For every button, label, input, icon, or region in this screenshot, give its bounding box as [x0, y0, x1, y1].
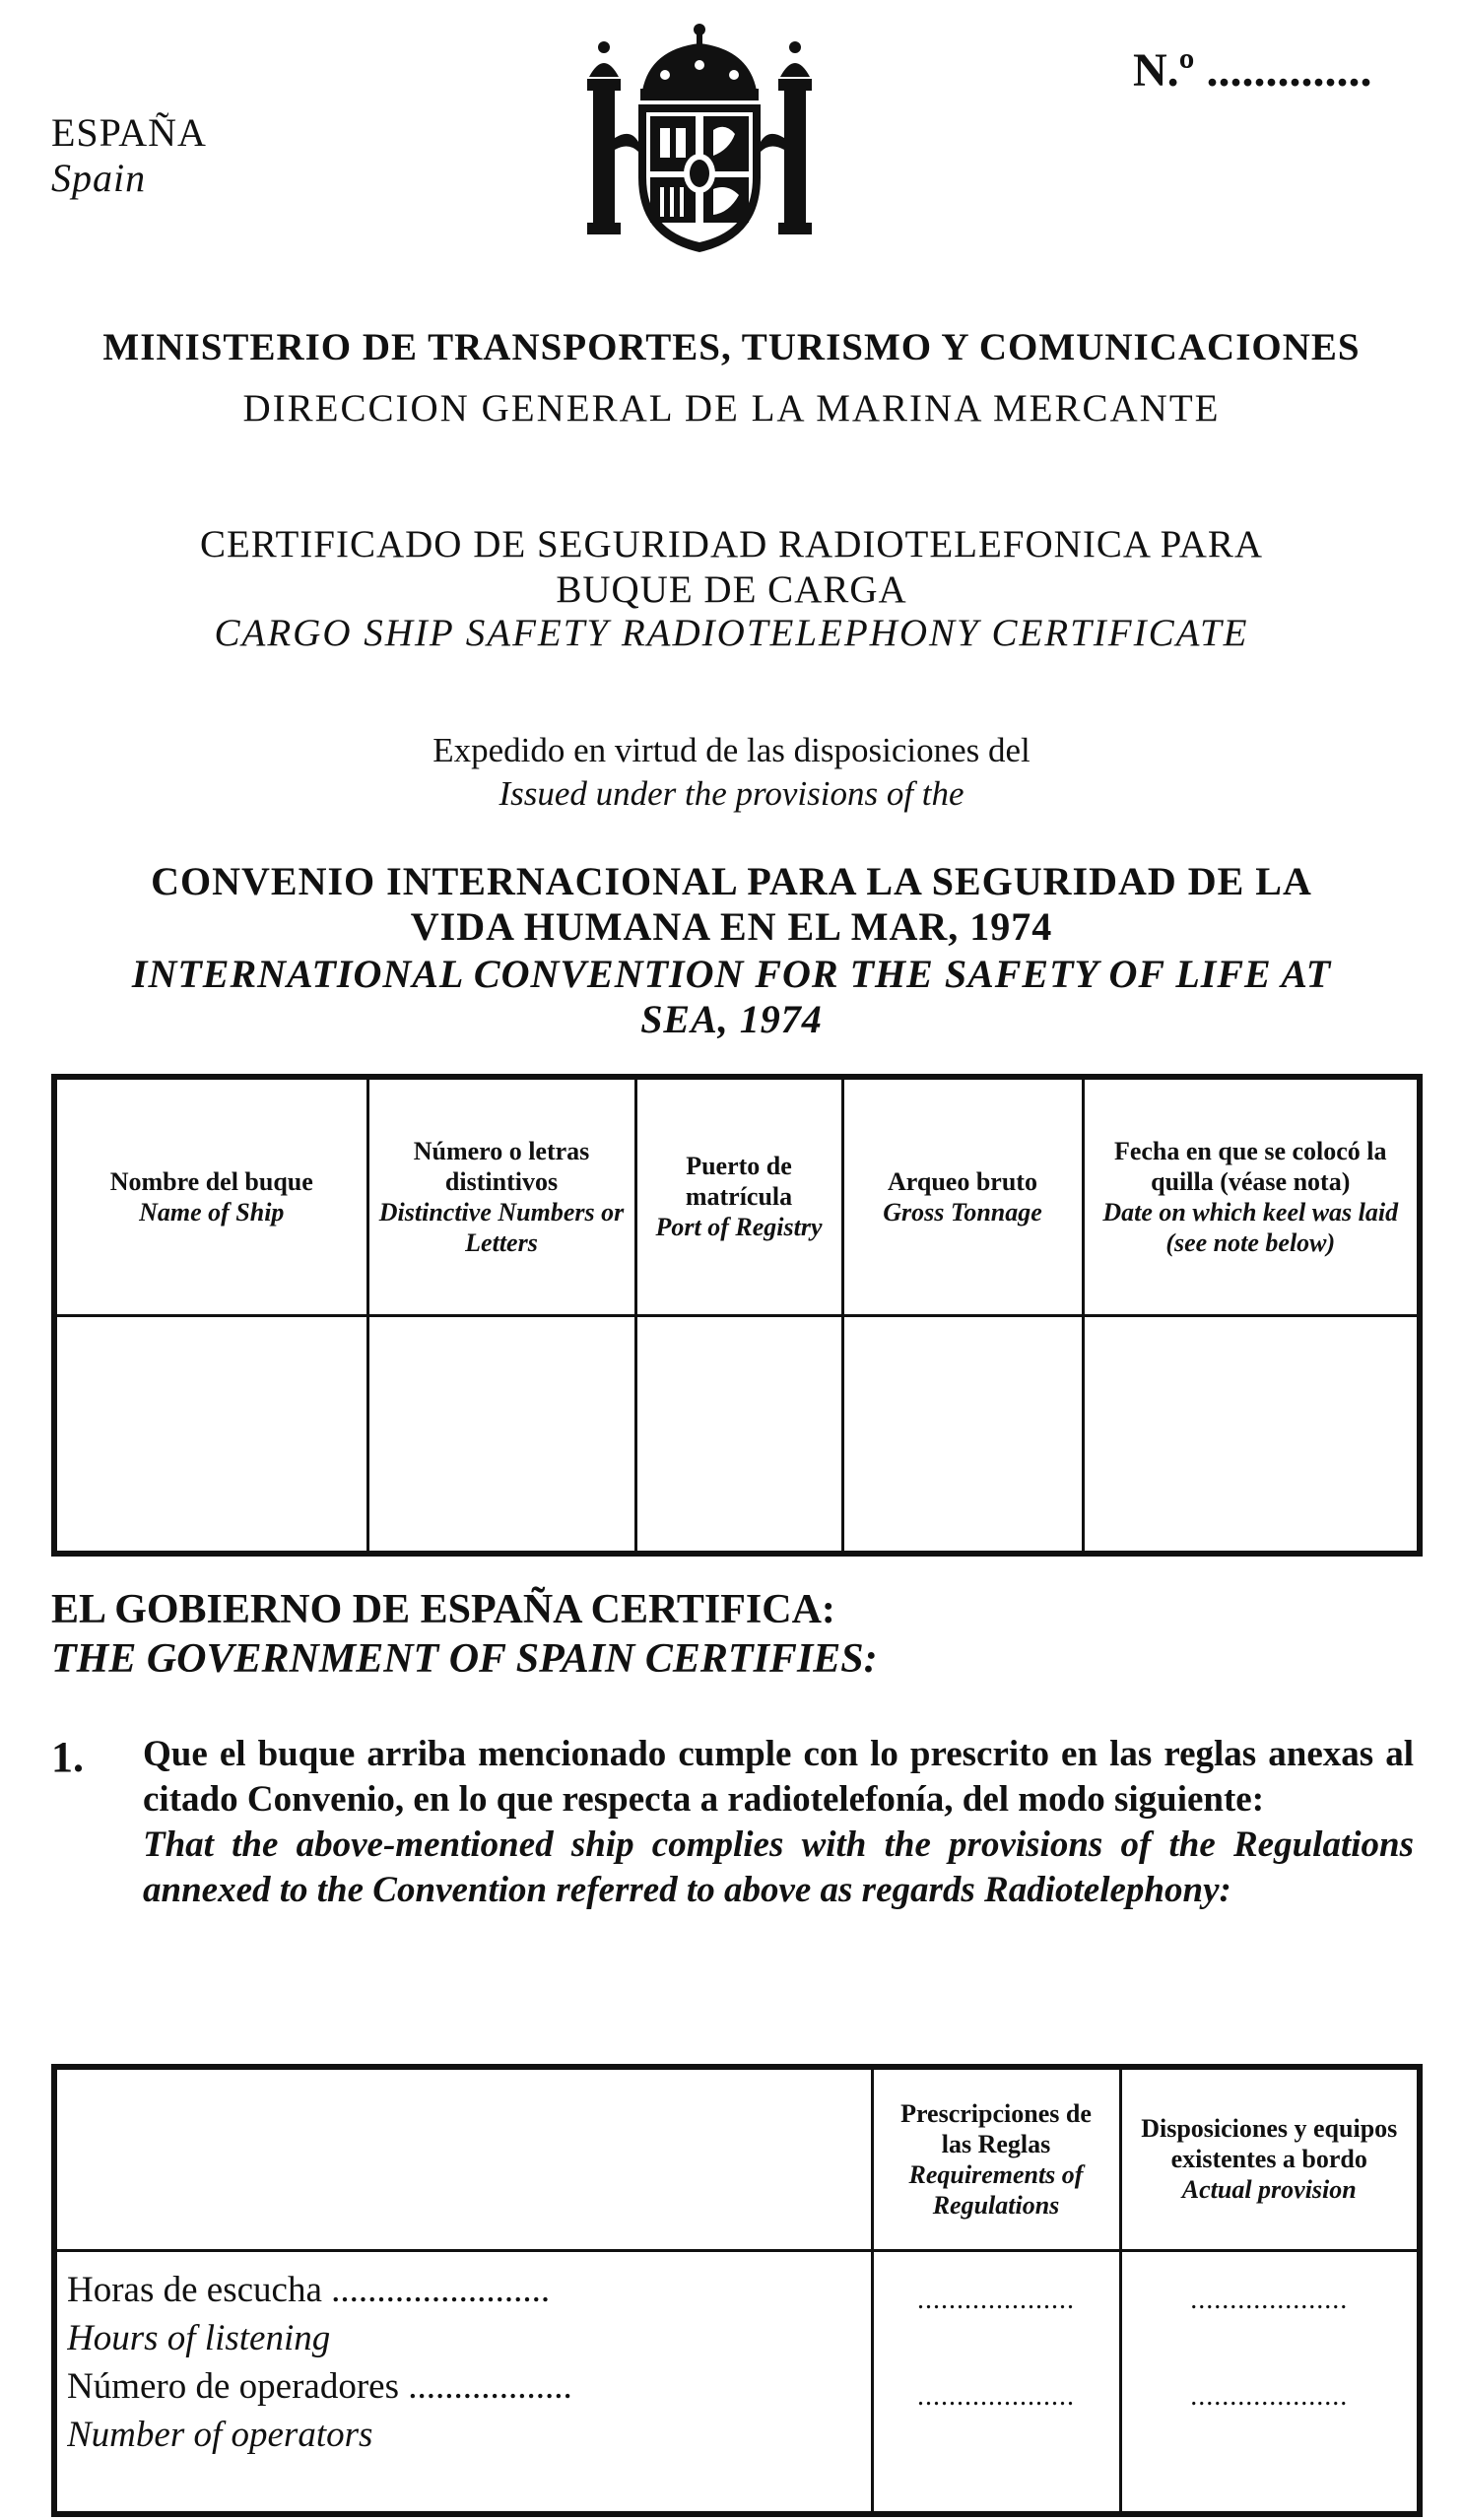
convention-es-line1: CONVENIO INTERNACIONAL PARA LA SEGURIDAD DE LA: [151, 859, 1312, 903]
table-row: [54, 1315, 1420, 1554]
distinctive-letters-field[interactable]: [367, 1315, 635, 1554]
column-header-es: Número o letras distintivos: [413, 1136, 590, 1196]
column-header-es: Fecha en que se colocó la quilla (véase nota): [1113, 1136, 1387, 1196]
certificate-number: N.º ..............: [1133, 44, 1372, 97]
convention-en-line2: SEA, 1974: [640, 997, 823, 1041]
row-labels: [54, 2250, 872, 2514]
column-header-port-of-registry: [635, 1077, 842, 1315]
column-header-distinctive-letters: [367, 1077, 635, 1315]
issued-under-es: Expedido en virtud de las disposiciones del: [432, 731, 1031, 769]
column-header-es: Puerto de matrícula: [685, 1152, 793, 1212]
column-header-es: Arqueo bruto: [888, 1166, 1037, 1196]
country-name: [51, 110, 207, 201]
ship-particulars-table: [51, 1074, 1423, 1557]
ship-name-field[interactable]: [54, 1315, 367, 1554]
country-name-en: Spain: [51, 156, 147, 200]
column-header-actual-provision: [1120, 2067, 1420, 2250]
column-header-ship-name: [54, 1077, 367, 1315]
radiotelephony-provisions-table: [51, 2064, 1423, 2517]
column-header-es: Disposiciones y equipos existentes a bordo: [1141, 2114, 1398, 2174]
ministry-name: MINISTERIO DE TRANSPORTES, TURISMO Y COMUNICACIONES: [102, 326, 1361, 368]
requirements-cell: [872, 2250, 1120, 2514]
certificate-title-es-line2: BUQUE DE CARGA: [556, 568, 907, 611]
convention-es: [0, 859, 1463, 950]
convention-es-line2: VIDA HUMANA EN EL MAR, 1974: [410, 904, 1053, 949]
convention-en-line1: INTERNATIONAL CONVENTION FOR THE SAFETY OF LIFE AT: [131, 952, 1332, 996]
item-number: 1.: [51, 1733, 84, 1781]
table-header-row: [54, 2067, 1420, 2250]
table-header-row: [54, 1077, 1420, 1315]
convention-en: [0, 952, 1463, 1042]
actual-provision-cell: [1120, 2250, 1420, 2514]
hours-listening-actual-field[interactable]: ....................: [1190, 2284, 1349, 2315]
item-text: [143, 1732, 1414, 1913]
column-header-keel-date: [1083, 1077, 1420, 1315]
item-text-en: That the above-mentioned ship complies with the provisions of the Regulations annexed to the Convention referred to above as regards Radiotelephony:: [143, 1824, 1414, 1910]
operators-label-en: Number of operators: [67, 2414, 373, 2455]
certificate-title-es: [0, 522, 1463, 613]
issued-under-en: Issued under the provisions of the: [499, 774, 964, 813]
certifies-heading-es: EL GOBIERNO DE ESPAÑA CERTIFICA:: [51, 1587, 835, 1632]
column-header-en: Gross Tonnage: [883, 1197, 1042, 1227]
column-header-es: Prescripciones de las Reglas: [900, 2098, 1092, 2158]
column-header-es: Nombre del buque: [109, 1166, 313, 1196]
spanish-coat-of-arms-icon: [581, 20, 818, 256]
country-name-es: ESPAÑA: [51, 110, 207, 155]
directorate-name: DIRECCION GENERAL DE LA MARINA MERCANTE: [242, 387, 1221, 430]
gross-tonnage-field[interactable]: [842, 1315, 1083, 1554]
column-header-requirements: [872, 2067, 1120, 2250]
column-header-en: Requirements of Regulations: [908, 2159, 1084, 2220]
hours-listening-label-es: Horas de escucha ........................: [67, 2269, 551, 2310]
column-header-item: [54, 2067, 872, 2250]
column-header-en: Date on which keel was laid (see note below): [1102, 1197, 1399, 1257]
hours-listening-requirement-field[interactable]: ....................: [917, 2284, 1075, 2315]
hours-listening-label-en: Hours of listening: [67, 2317, 331, 2358]
table-row: [54, 2250, 1420, 2514]
operators-label-es: Número de operadores ..................: [67, 2365, 572, 2407]
certificate-title-en: CARGO SHIP SAFETY RADIOTELEPHONY CERTIFICATE: [214, 612, 1249, 654]
column-header-en: Distinctive Numbers or Letters: [378, 1197, 625, 1257]
item-text-es: Que el buque arriba mencionado cumple con lo prescrito en las reglas anexas al citado Convenio, en lo que respecta a radiotelefonía, del modo siguiente:: [143, 1734, 1414, 1820]
operators-actual-field[interactable]: ....................: [1190, 2380, 1349, 2412]
keel-date-field[interactable]: [1083, 1315, 1420, 1554]
certifies-heading-en: THE GOVERNMENT OF SPAIN CERTIFIES:: [51, 1636, 878, 1682]
column-header-en: Port of Registry: [655, 1213, 823, 1242]
operators-requirement-field[interactable]: ....................: [917, 2380, 1075, 2412]
column-header-en: Name of Ship: [139, 1197, 285, 1227]
issued-under: [0, 729, 1463, 816]
port-of-registry-field[interactable]: [635, 1315, 842, 1554]
column-header-gross-tonnage: [842, 1077, 1083, 1315]
certificate-title-es-line1: CERTIFICADO DE SEGURIDAD RADIOTELEFONICA PARA: [199, 523, 1264, 565]
column-header-en: Actual provision: [1181, 2175, 1357, 2205]
